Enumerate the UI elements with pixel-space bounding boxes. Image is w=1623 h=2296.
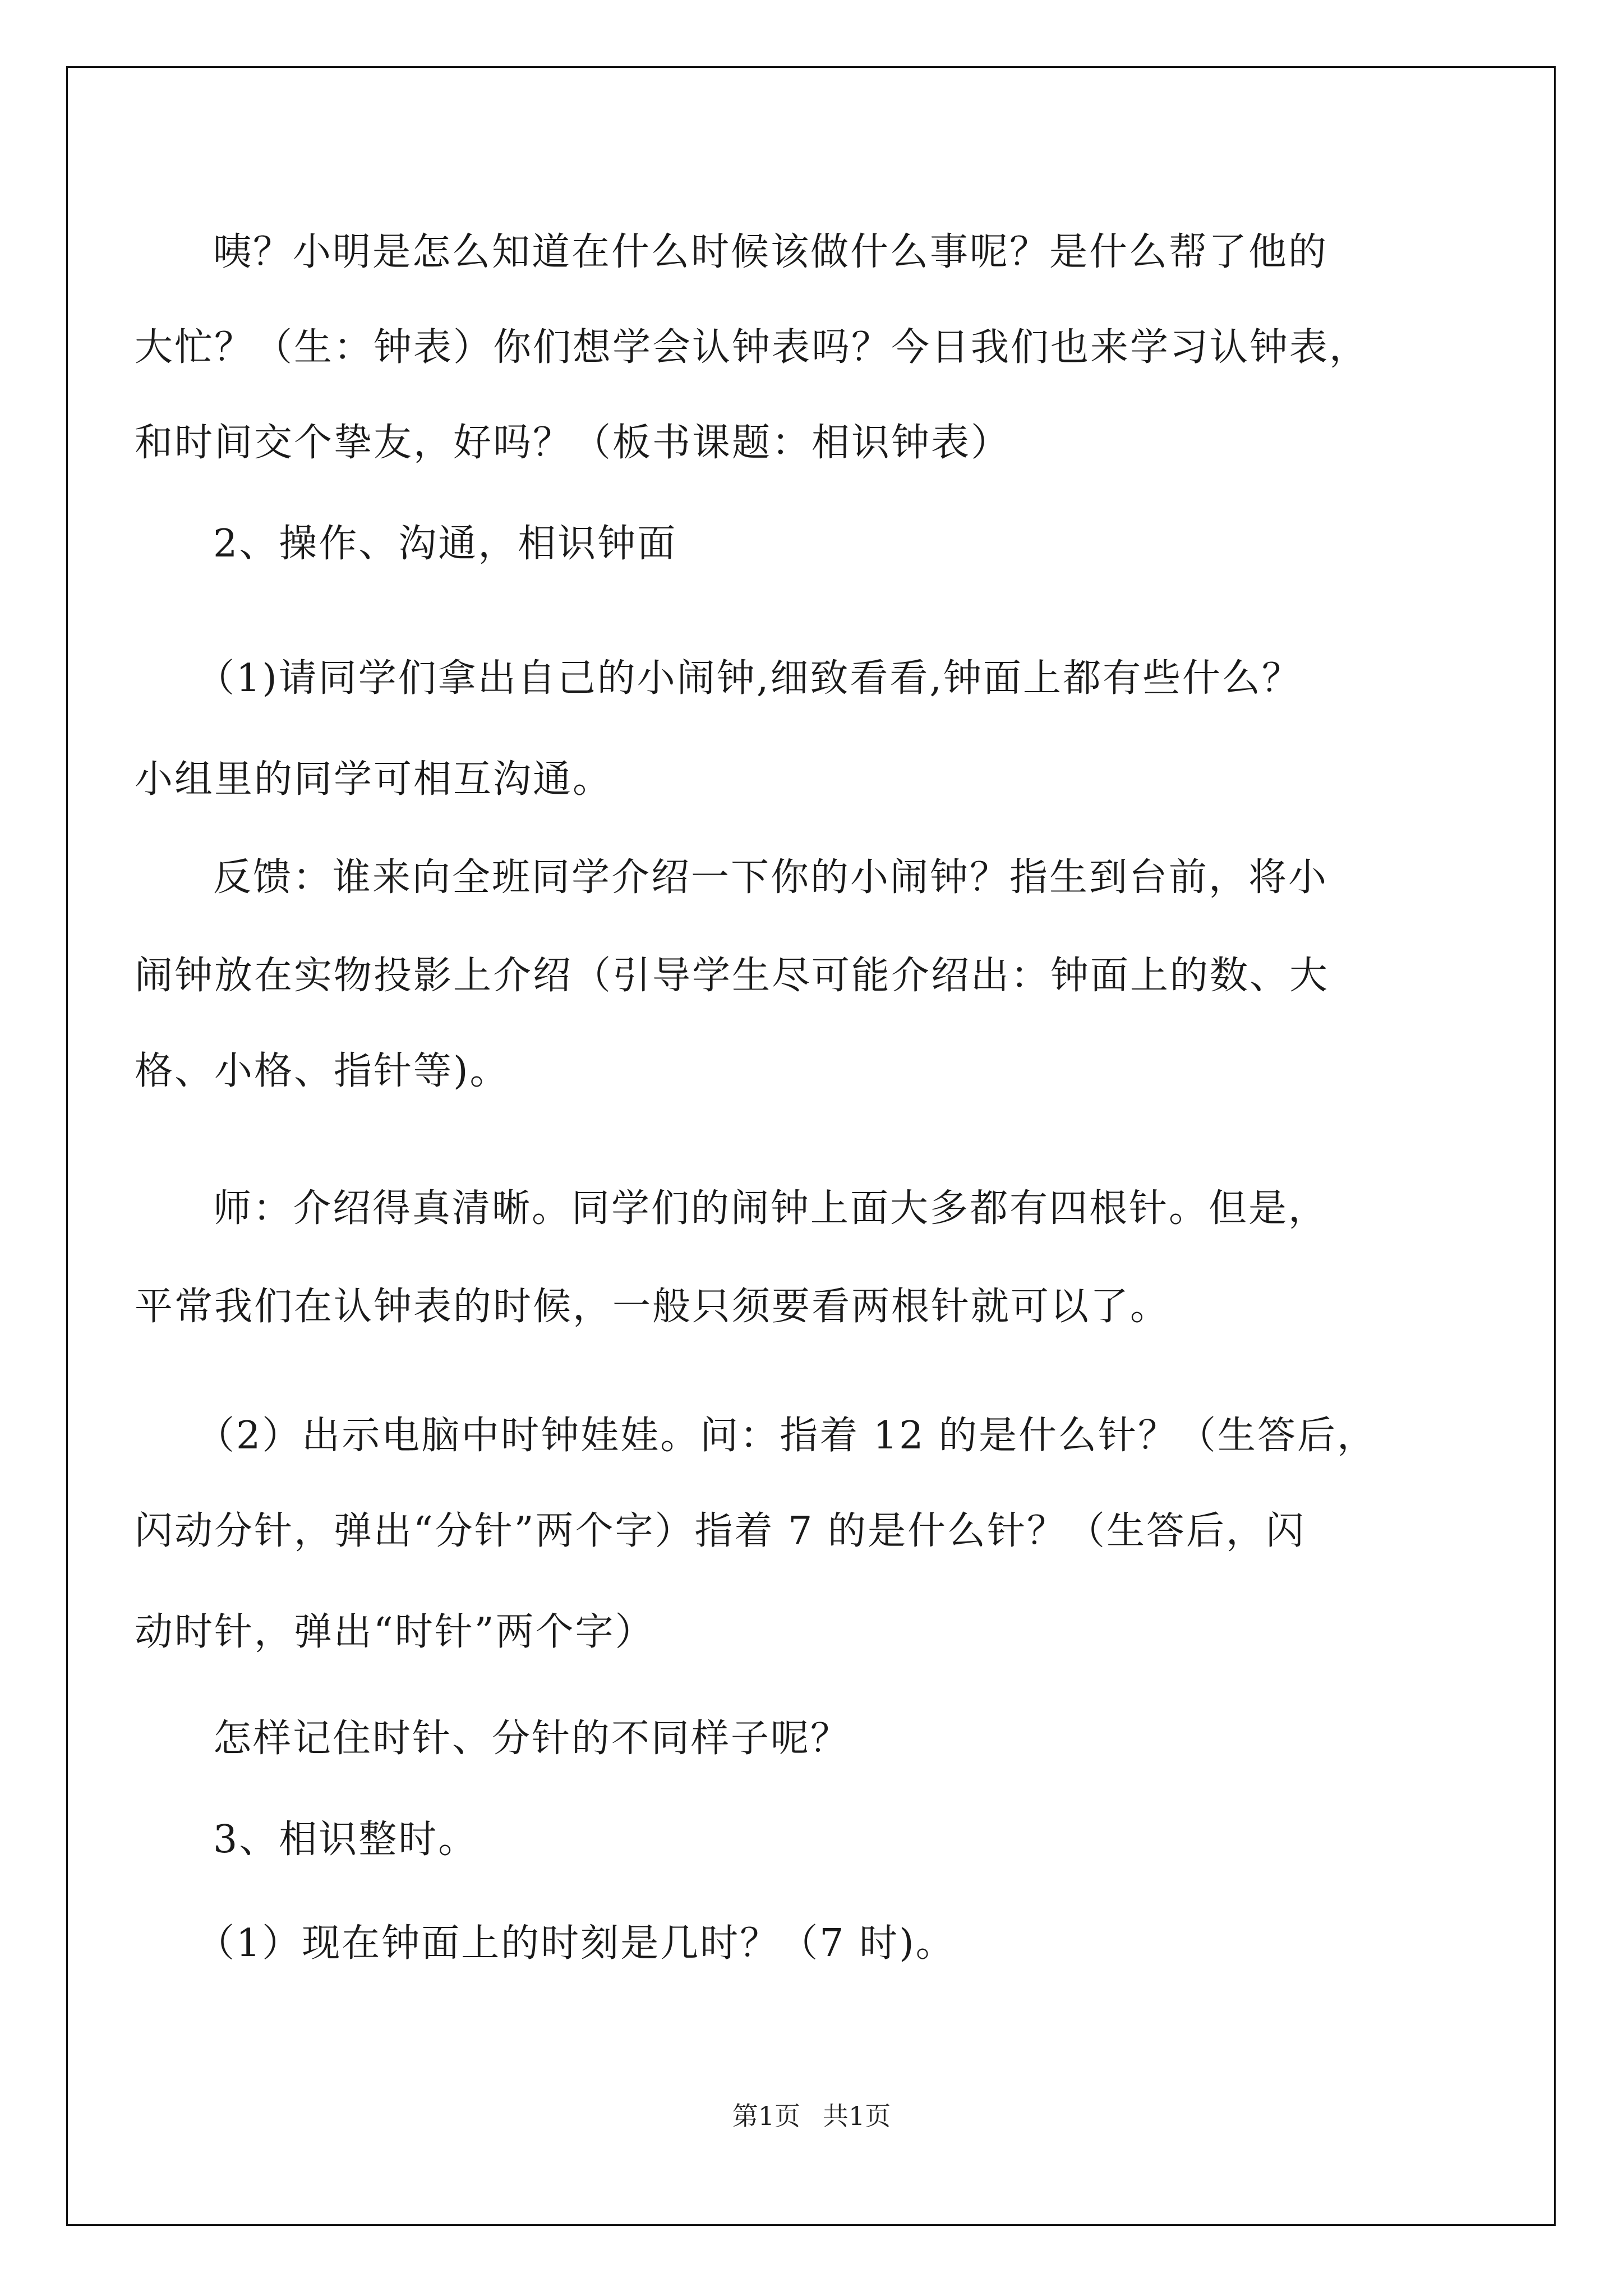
- text-line: 格、小格、指针等)。: [135, 1049, 510, 1093]
- text-line: 反馈：谁来向全班同学介绍一下你的小闹钟？指生到台前，将小: [213, 855, 1329, 900]
- page-number-total: 共1页: [823, 2101, 891, 2131]
- section-heading: 3、相识整时。: [213, 1818, 478, 1862]
- text-line: （1)请同学们拿出自己的小闹钟,细致看看,钟面上都有些什么？: [196, 656, 1302, 701]
- page-footer: [0, 2099, 1623, 2133]
- text-line: 和时间交个挚友，好吗？（板书课题：相识钟表）: [135, 421, 1011, 465]
- text-line: （2）出示电脑中时钟娃娃。问：指着 12 的是什么针？（生答后，: [196, 1414, 1377, 1458]
- text-line: 闪动分针，弹出“分针”两个字）指着 7 的是什么针？（生答后，闪: [135, 1509, 1306, 1553]
- text-line: 平常我们在认钟表的时候，一般只须要看两根针就可以了。: [135, 1285, 1170, 1329]
- page-number-current: 第1页: [732, 2101, 800, 2131]
- text-line: 师：介绍得真清晰。同学们的闹钟上面大多都有四根针。但是，: [213, 1186, 1329, 1231]
- page-border: [66, 66, 1556, 2226]
- text-line: 动时针，弹出“时针”两个字）: [135, 1610, 655, 1654]
- text-line: 小组里的同学可相互沟通。: [135, 757, 613, 802]
- text-line: 咦？小明是怎么知道在什么时候该做什么事呢？是什么帮了他的: [213, 230, 1329, 274]
- text-line: 大忙？（生：钟表）你们想学会认钟表吗？今日我们也来学习认钟表，: [135, 325, 1370, 370]
- section-heading: 2、操作、沟通，相识钟面: [213, 522, 677, 566]
- text-line: 怎样记住时针、分针的不同样子呢？: [213, 1717, 851, 1761]
- text-line: 闹钟放在实物投影上介绍（引导学生尽可能介绍出：钟面上的数、大: [135, 954, 1330, 998]
- text-line: （1）现在钟面上的时刻是几时？（7 时)。: [196, 1921, 956, 1966]
